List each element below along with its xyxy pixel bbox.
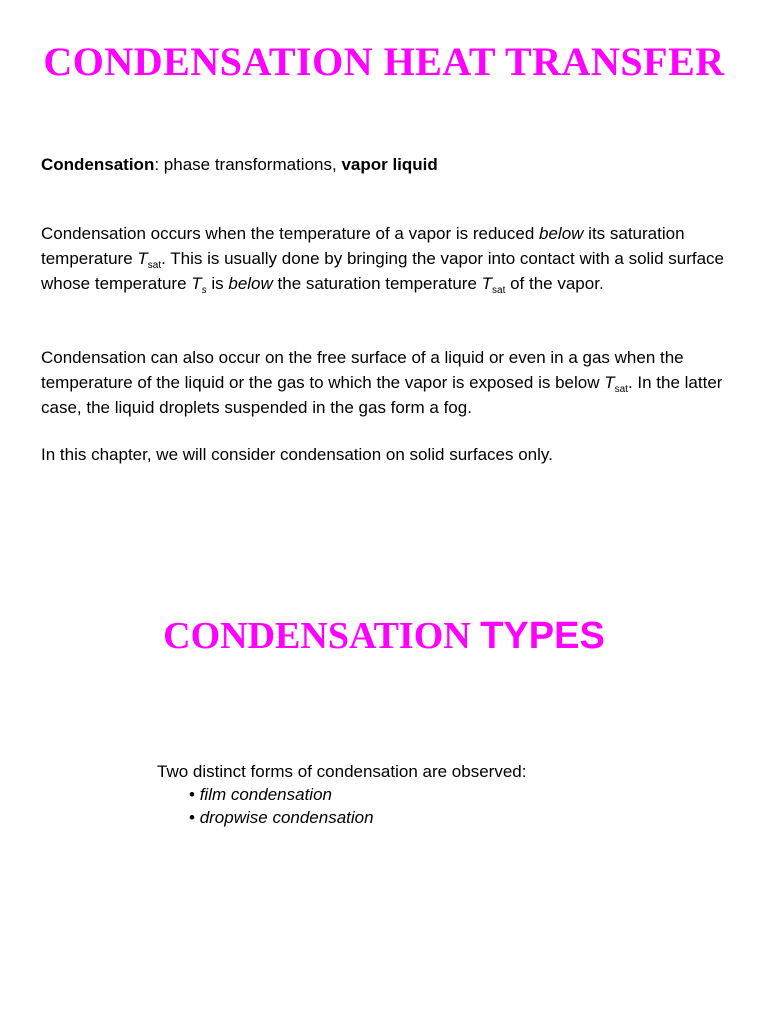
- p1-below-2: below: [228, 274, 273, 293]
- p2-t-symbol: T: [604, 373, 615, 392]
- p1-below-1: below: [539, 224, 584, 243]
- p2-sat-sub: sat: [614, 384, 628, 395]
- forms-intro: Two distinct forms of condensation are observed:: [157, 762, 527, 781]
- bullet-2: •: [189, 808, 195, 827]
- page-title: CONDENSATION HEAT TRANSFER: [43, 39, 725, 84]
- film-condensation-label: film condensation: [199, 785, 332, 804]
- section-title-part-2: TYPES: [480, 615, 605, 657]
- p1-text-5: the saturation temperature: [272, 274, 482, 293]
- p1-sat-sub-1: sat: [147, 260, 162, 271]
- p1-s-sub: s: [201, 285, 207, 296]
- p1-text-4: is: [206, 274, 229, 293]
- paragraph-1: [41, 221, 761, 296]
- p1-sat-sub-2: sat: [492, 285, 506, 296]
- definition-term: Condensation: [41, 155, 155, 174]
- p1-t-symbol-2: T: [191, 274, 202, 293]
- section-title-part-1: CONDENSATION: [163, 615, 481, 657]
- paragraph-2: [41, 345, 761, 420]
- p2-text-1: Condensation can also occur on the free surface of a liquid or even in a gas when the temperature of the liquid or the gas to which the vapor is exposed is below: [41, 348, 684, 392]
- section-title: [0, 614, 768, 658]
- paragraph-3: In this chapter, we will consider condensation on solid surfaces only.: [41, 445, 553, 464]
- p1-text-2: its saturation temperature: [41, 224, 685, 268]
- p1-t-symbol-1: T: [137, 249, 148, 268]
- p1-text-6: of the vapor.: [505, 274, 604, 293]
- p2-text-2: . In the latter case, the liquid droplets suspended in the gas form a fog.: [41, 373, 723, 417]
- list-item-film: [189, 783, 526, 806]
- bullet-1: •: [189, 785, 195, 804]
- definition-phase: vapor liquid: [341, 155, 438, 174]
- definition-text: : phase transformations,: [154, 155, 342, 174]
- p1-text-1: Condensation occurs when the temperature of a vapor is reduced: [41, 224, 540, 243]
- p1-t-symbol-3: T: [481, 274, 493, 293]
- definition-paragraph: [41, 152, 761, 177]
- condensation-forms: [157, 760, 526, 829]
- p1-text-3: . This is usually done by bringing the vapor into contact with a solid surface whose temperature: [41, 249, 725, 293]
- dropwise-condensation-label: dropwise condensation: [199, 808, 374, 827]
- forms-list: [157, 783, 526, 829]
- list-item-dropwise: [189, 806, 526, 829]
